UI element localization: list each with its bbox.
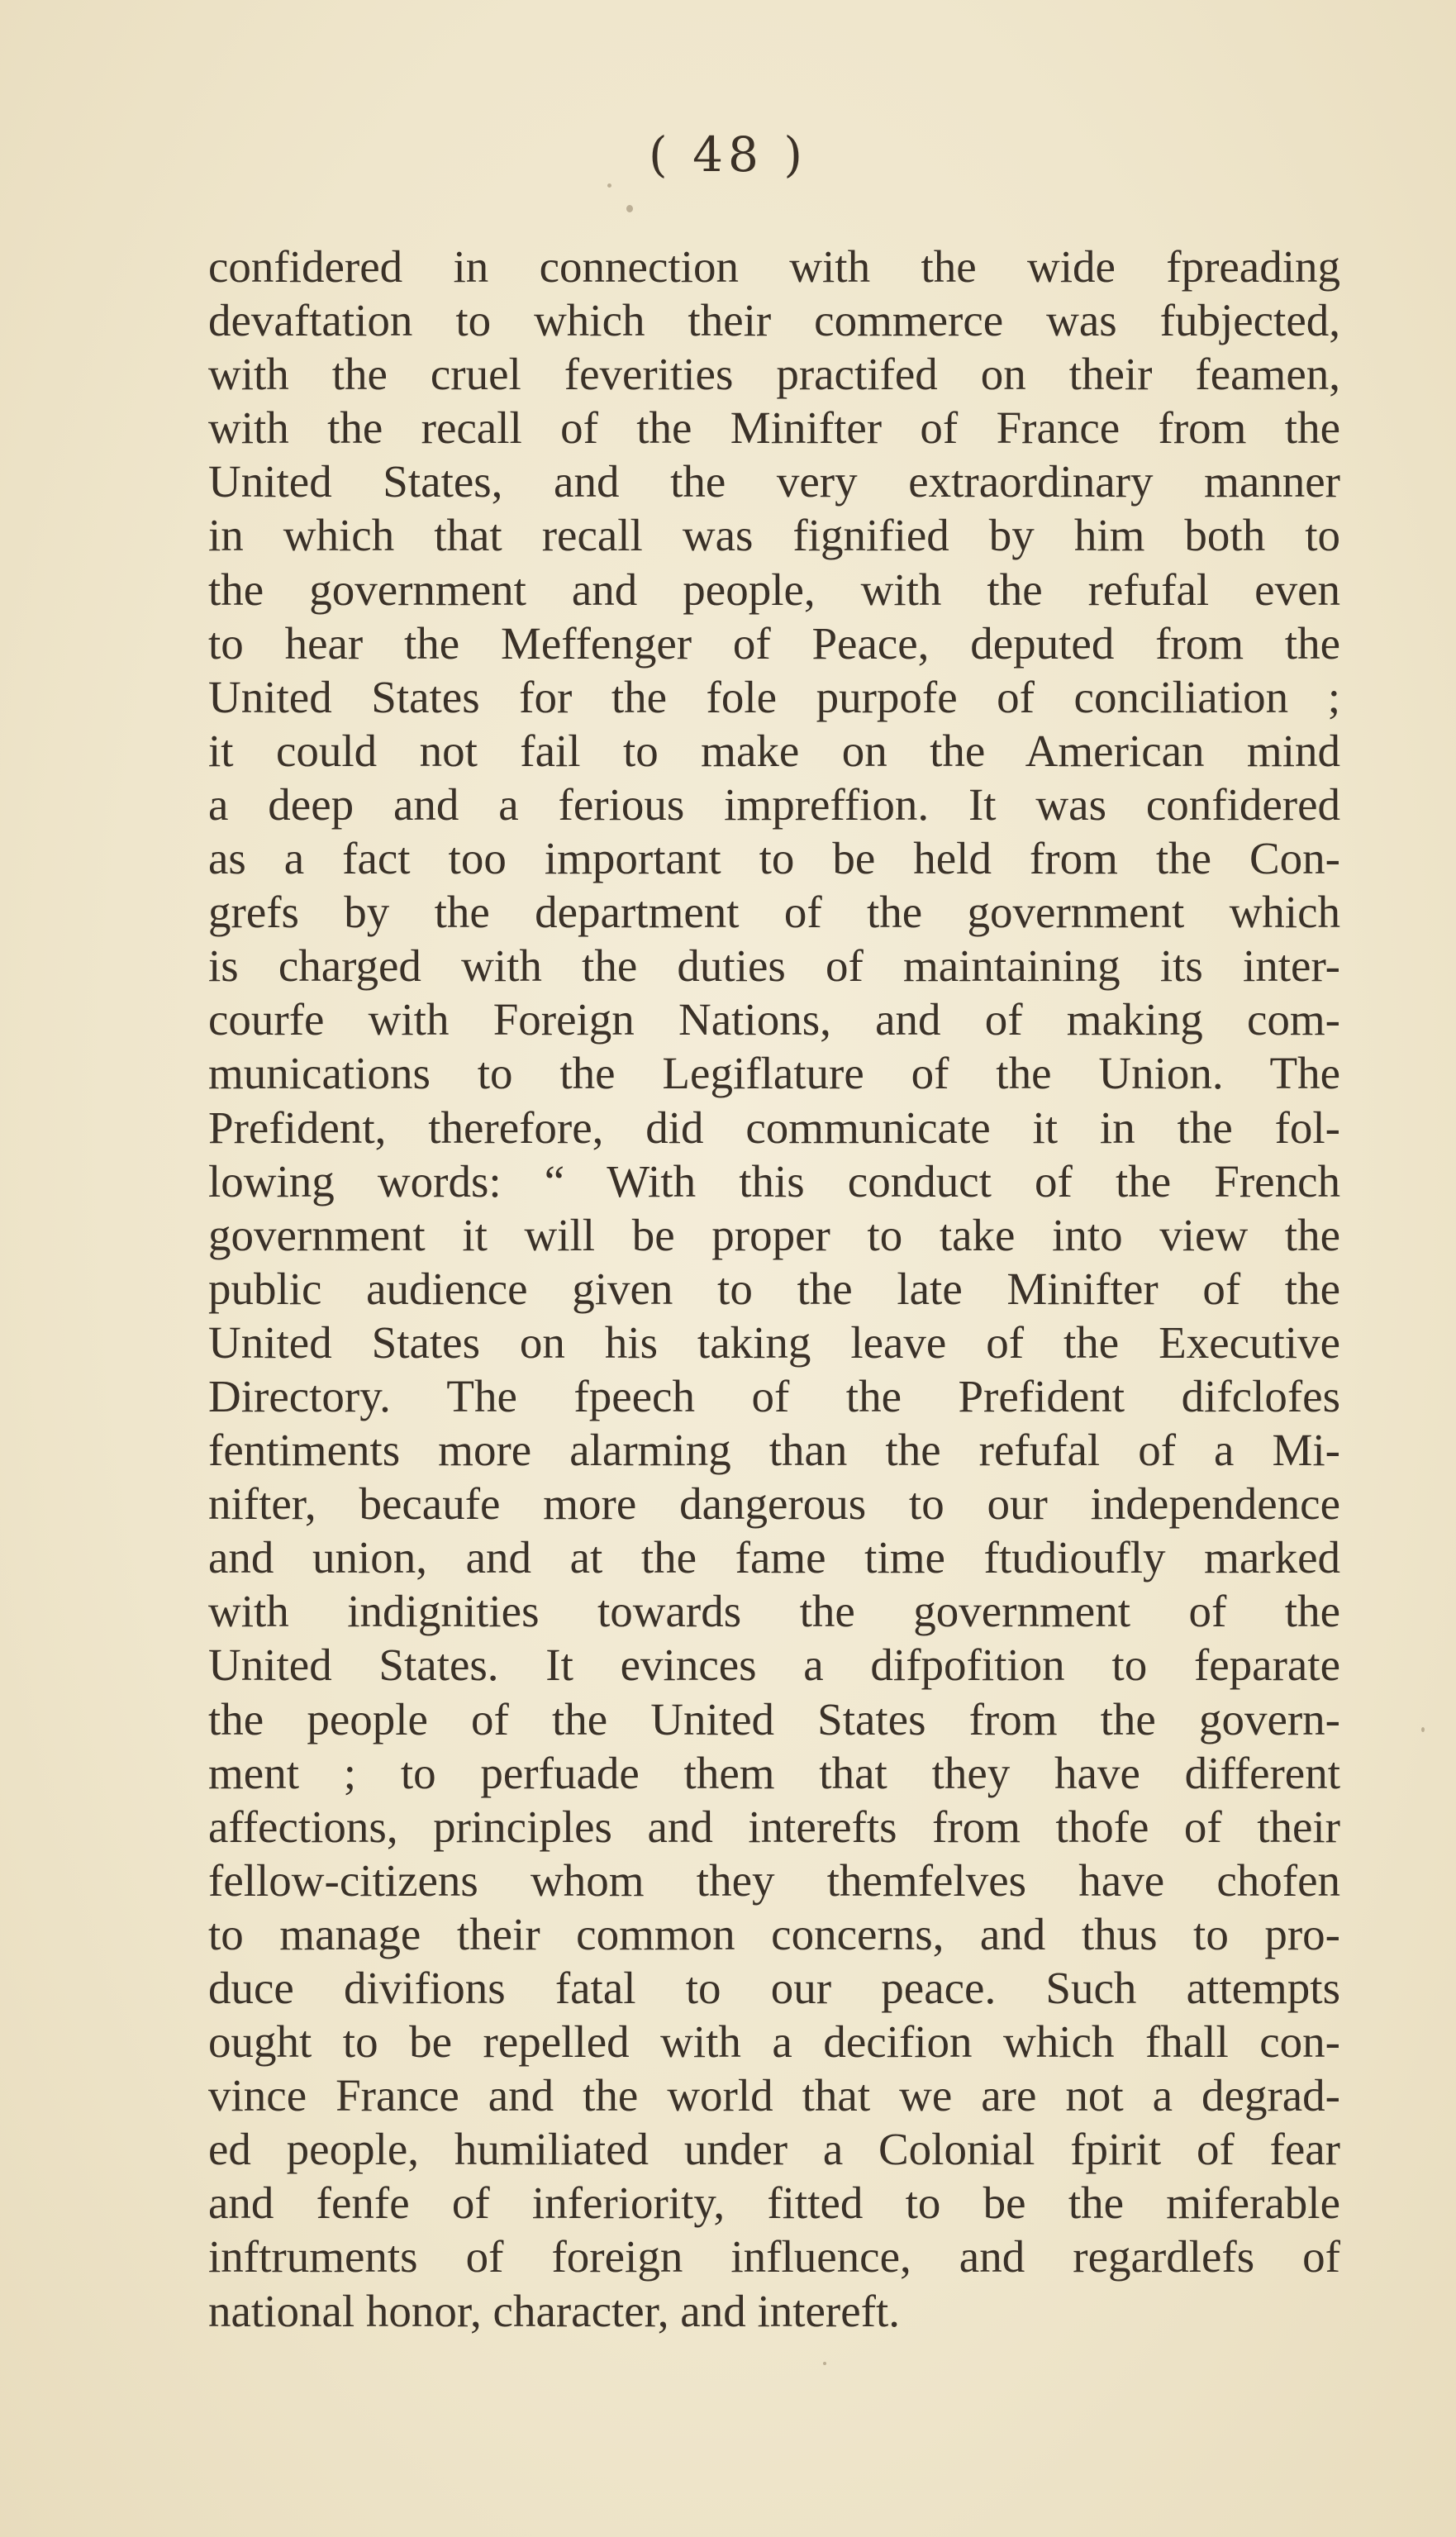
text-line: as a fact too important to be held from the Con- [208, 833, 1340, 884]
text-line: fellow-citizens whom they themfelves have chofen [208, 1854, 1340, 1906]
text-line: Prefident, therefore, did communicate it in the fol- [208, 1102, 1340, 1153]
text-line: devaftation to which their commerce was fubjected, [208, 295, 1340, 346]
text-line: to manage their common concerns, and thus to pro- [208, 1908, 1340, 1959]
text-line: confidered in connection with the wide fpreading [208, 241, 1340, 292]
text-line: ought to be repelled with a decifion which fhall con- [208, 2016, 1340, 2068]
paper-speck [1421, 1727, 1425, 1732]
text-line: nifter, becaufe more dangerous to our independence [208, 1478, 1340, 1530]
text-line: courfe with Foreign Nations, and of making com- [208, 994, 1340, 1045]
paper-speck [607, 183, 611, 188]
text-line: is charged with the duties of maintaining its inter- [208, 940, 1340, 992]
text-line: lowing words: “ With this conduct of the French [208, 1155, 1340, 1207]
text-line: United States for the fole purpofe of conciliation ; [208, 671, 1340, 722]
text-line: United States. It evinces a difpofition to feparate [208, 1640, 1340, 1691]
text-line: inftruments of foreign influence, and regardlefs of [208, 2231, 1340, 2282]
text-line: vince France and the world that we are not a degrad- [208, 2070, 1340, 2121]
text-line: ed people, humiliated under a Colonial fpirit of fear [208, 2124, 1340, 2175]
text-line: affections, principles and interefts from thofe of their [208, 1801, 1340, 1852]
text-line: United States, and the very extraordinary manner [208, 456, 1340, 507]
text-line: fentiments more alarming than the refufal of a Mi- [208, 1425, 1340, 1476]
page-number: ( 48 ) [649, 126, 807, 183]
text-line: in which that recall was fignified by him both to [208, 510, 1340, 561]
text-line: public audience given to the late Minifter of the [208, 1263, 1340, 1314]
text-line: national honor, character, and intereft. [208, 2285, 901, 2336]
text-line: with the cruel feverities practifed on their feamen, [208, 349, 1340, 400]
text-line: the government and people, with the refufal even [208, 564, 1340, 615]
text-line: and union, and at the fame time ftudioufly marked [208, 1532, 1340, 1583]
text-line: ment ; to perfuade them that they have different [208, 1747, 1340, 1798]
text-line: Directory. The fpeech of the Prefident difclofes [208, 1370, 1340, 1421]
text-line: to hear the Meffenger of Peace, deputed from the [208, 617, 1340, 669]
text-line: munications to the Legiflature of the Union. The [208, 1048, 1340, 1099]
text-line: government it will be proper to take into view the [208, 1209, 1340, 1260]
text-line: with the recall of the Minifter of France from the [208, 402, 1340, 454]
text-line: it could not fail to make on the American mind [208, 725, 1340, 776]
text-line: with indignities towards the government of the [208, 1586, 1340, 1637]
paper-speck [823, 2362, 826, 2365]
body-text [208, 240, 1340, 2338]
text-line: duce divifions fatal to our peace. Such attempts [208, 1963, 1340, 2013]
text-line: the people of the United States from the govern- [208, 1693, 1340, 1744]
text-line: grefs by the department of the government which [208, 887, 1340, 938]
text-line: and fenfe of inferiority, fitted to be the miferable [208, 2178, 1340, 2229]
paper-speck [626, 205, 633, 212]
text-line: a deep and a ferious impreffion. It was confidered [208, 778, 1340, 830]
text-line: United States on his taking leave of the Executive [208, 1316, 1340, 1368]
